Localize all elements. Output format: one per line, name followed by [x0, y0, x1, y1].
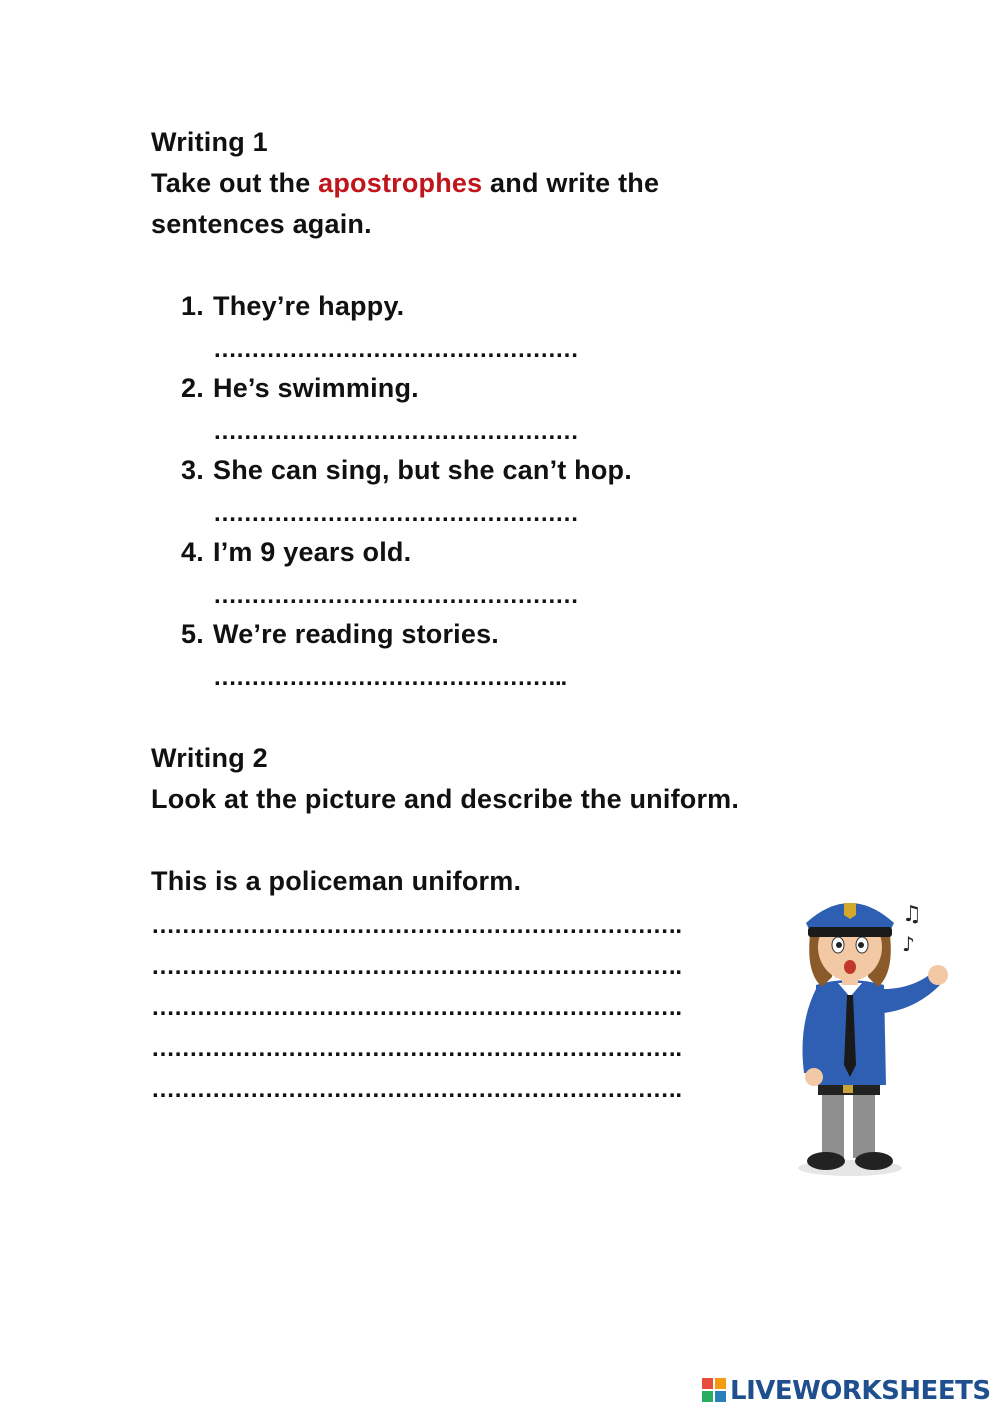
writing1-instruction: [151, 166, 659, 200]
item-number: 5.: [181, 619, 204, 649]
item-sentence: She can sing, but she can’t hop.: [213, 455, 632, 485]
item-sentence: I’m 9 years old.: [213, 537, 412, 567]
answer-line[interactable]: …………………………………………: [213, 500, 578, 527]
answer-line[interactable]: …………………………………………………………….: [151, 953, 681, 980]
item-number: 2.: [181, 373, 204, 403]
list-item: [181, 289, 404, 323]
liveworksheets-logo[interactable]: [702, 1374, 992, 1408]
answer-line[interactable]: …………………………………………………………….: [151, 994, 681, 1021]
item-sentence: We’re reading stories.: [213, 619, 500, 649]
answer-line[interactable]: …………………………………………: [213, 336, 578, 363]
item-sentence: They’re happy.: [213, 291, 405, 321]
writing1-instruction-line2: sentences again.: [151, 209, 372, 239]
instruction-text: Take out the: [151, 168, 319, 198]
item-number: 3.: [181, 455, 204, 485]
policeman-icon: [790, 885, 955, 1185]
svg-text:♪: ♪: [902, 932, 915, 956]
policeman-illustration: [790, 885, 955, 1190]
item-number: 4.: [181, 537, 204, 567]
answer-line[interactable]: ………………………………………..: [213, 664, 566, 691]
list-item: [181, 617, 499, 651]
writing1-title: Writing 1: [151, 127, 268, 157]
list-item: [181, 535, 411, 569]
svg-text:♫: ♫: [902, 902, 922, 927]
writing2-title: Writing 2: [151, 743, 268, 773]
answer-line[interactable]: …………………………………………: [213, 418, 578, 445]
answer-line[interactable]: …………………………………………………………….: [151, 1035, 681, 1062]
instruction-text: and write the: [482, 168, 660, 198]
writing2-instruction: Look at the picture and describe the uniform.: [151, 784, 740, 814]
list-item: [181, 453, 632, 487]
example-sentence: This is a policeman uniform.: [151, 866, 522, 896]
item-sentence: He’s swimming.: [213, 373, 419, 403]
item-number: 1.: [181, 291, 204, 321]
highlighted-word: apostrophes: [318, 168, 483, 198]
answer-line[interactable]: …………………………………………………………….: [151, 1076, 681, 1103]
answer-line[interactable]: …………………………………………………………….: [151, 912, 681, 939]
answer-line[interactable]: …………………………………………: [213, 582, 578, 609]
liveworksheets-logo-icon: [702, 1378, 726, 1402]
list-item: [181, 371, 419, 405]
logo-text: LIVEWORKSHEETS: [730, 1376, 991, 1406]
